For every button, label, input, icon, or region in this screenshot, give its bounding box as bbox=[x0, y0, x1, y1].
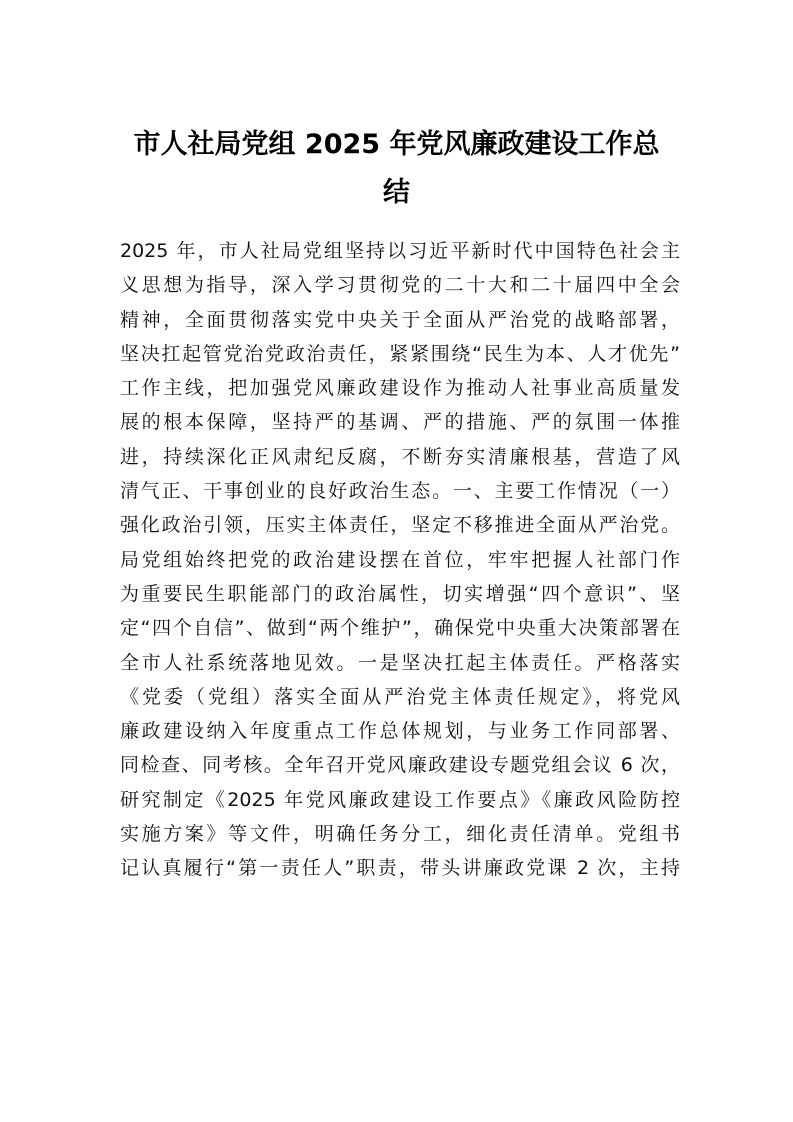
body-line: 实施方案》等文件，明确任务分工，细化责任清单。党组书 bbox=[120, 823, 680, 846]
body-line: 精神，全面贯彻落实党中央关于全面从严治党的战略部署， bbox=[120, 308, 680, 331]
body-line: 为重要民生职能部门的政治属性，切实增强“四个意识”、坚 bbox=[120, 582, 680, 605]
body-line: 强化政治引领，压实主体责任，坚定不移推进全面从严治党。 bbox=[120, 514, 680, 537]
body-line: 研究制定《2025 年党风廉政建设工作要点》《廉政风险防控 bbox=[120, 788, 680, 811]
body-line: 廉政建设纳入年度重点工作总体规划，与业务工作同部署、 bbox=[120, 720, 680, 743]
body-line: 展的根本保障，坚持严的基调、严的措施、严的氛围一体推 bbox=[120, 411, 680, 434]
document-body bbox=[120, 234, 680, 886]
body-line: 坚决扛起管党治党政治责任，紧紧围绕“民生为本、人才优先” bbox=[120, 342, 680, 365]
body-line: 局党组始终把党的政治建设摆在首位，牢牢把握人社部门作 bbox=[120, 548, 680, 571]
body-line: 记认真履行“第一责任人”职责，带头讲廉政党课 2 次，主持 bbox=[120, 857, 680, 880]
body-line: 进，持续深化正风肃纪反腐，不断夯实清廉根基，营造了风 bbox=[120, 445, 680, 468]
body-line: 2025 年，市人社局党组坚持以习近平新时代中国特色社会主 bbox=[120, 240, 680, 262]
body-line: 义思想为指导，深入学习贯彻党的二十大和二十届四中全会 bbox=[120, 274, 680, 297]
body-line: 全市人社系统落地见效。一是坚决扛起主体责任。严格落实 bbox=[120, 651, 680, 674]
document-title bbox=[120, 121, 673, 217]
title-line: 市人社局党组 2025 年党风廉政建设工作总 bbox=[133, 129, 660, 160]
body-line: 定“四个自信”、做到“两个维护”，确保党中央重大决策部署在 bbox=[120, 617, 680, 640]
body-line: 《党委（党组）落实全面从严治党主体责任规定》，将党风 bbox=[120, 685, 680, 708]
body-line: 同检查、同考核。全年召开党风廉政建设专题党组会议 6 次， bbox=[120, 754, 680, 777]
body-line: 清气正、干事创业的良好政治生态。一、主要工作情况（一） bbox=[120, 480, 680, 503]
title-line: 结 bbox=[383, 177, 410, 208]
body-line: 工作主线，把加强党风廉政建设作为推动人社事业高质量发 bbox=[120, 377, 680, 400]
